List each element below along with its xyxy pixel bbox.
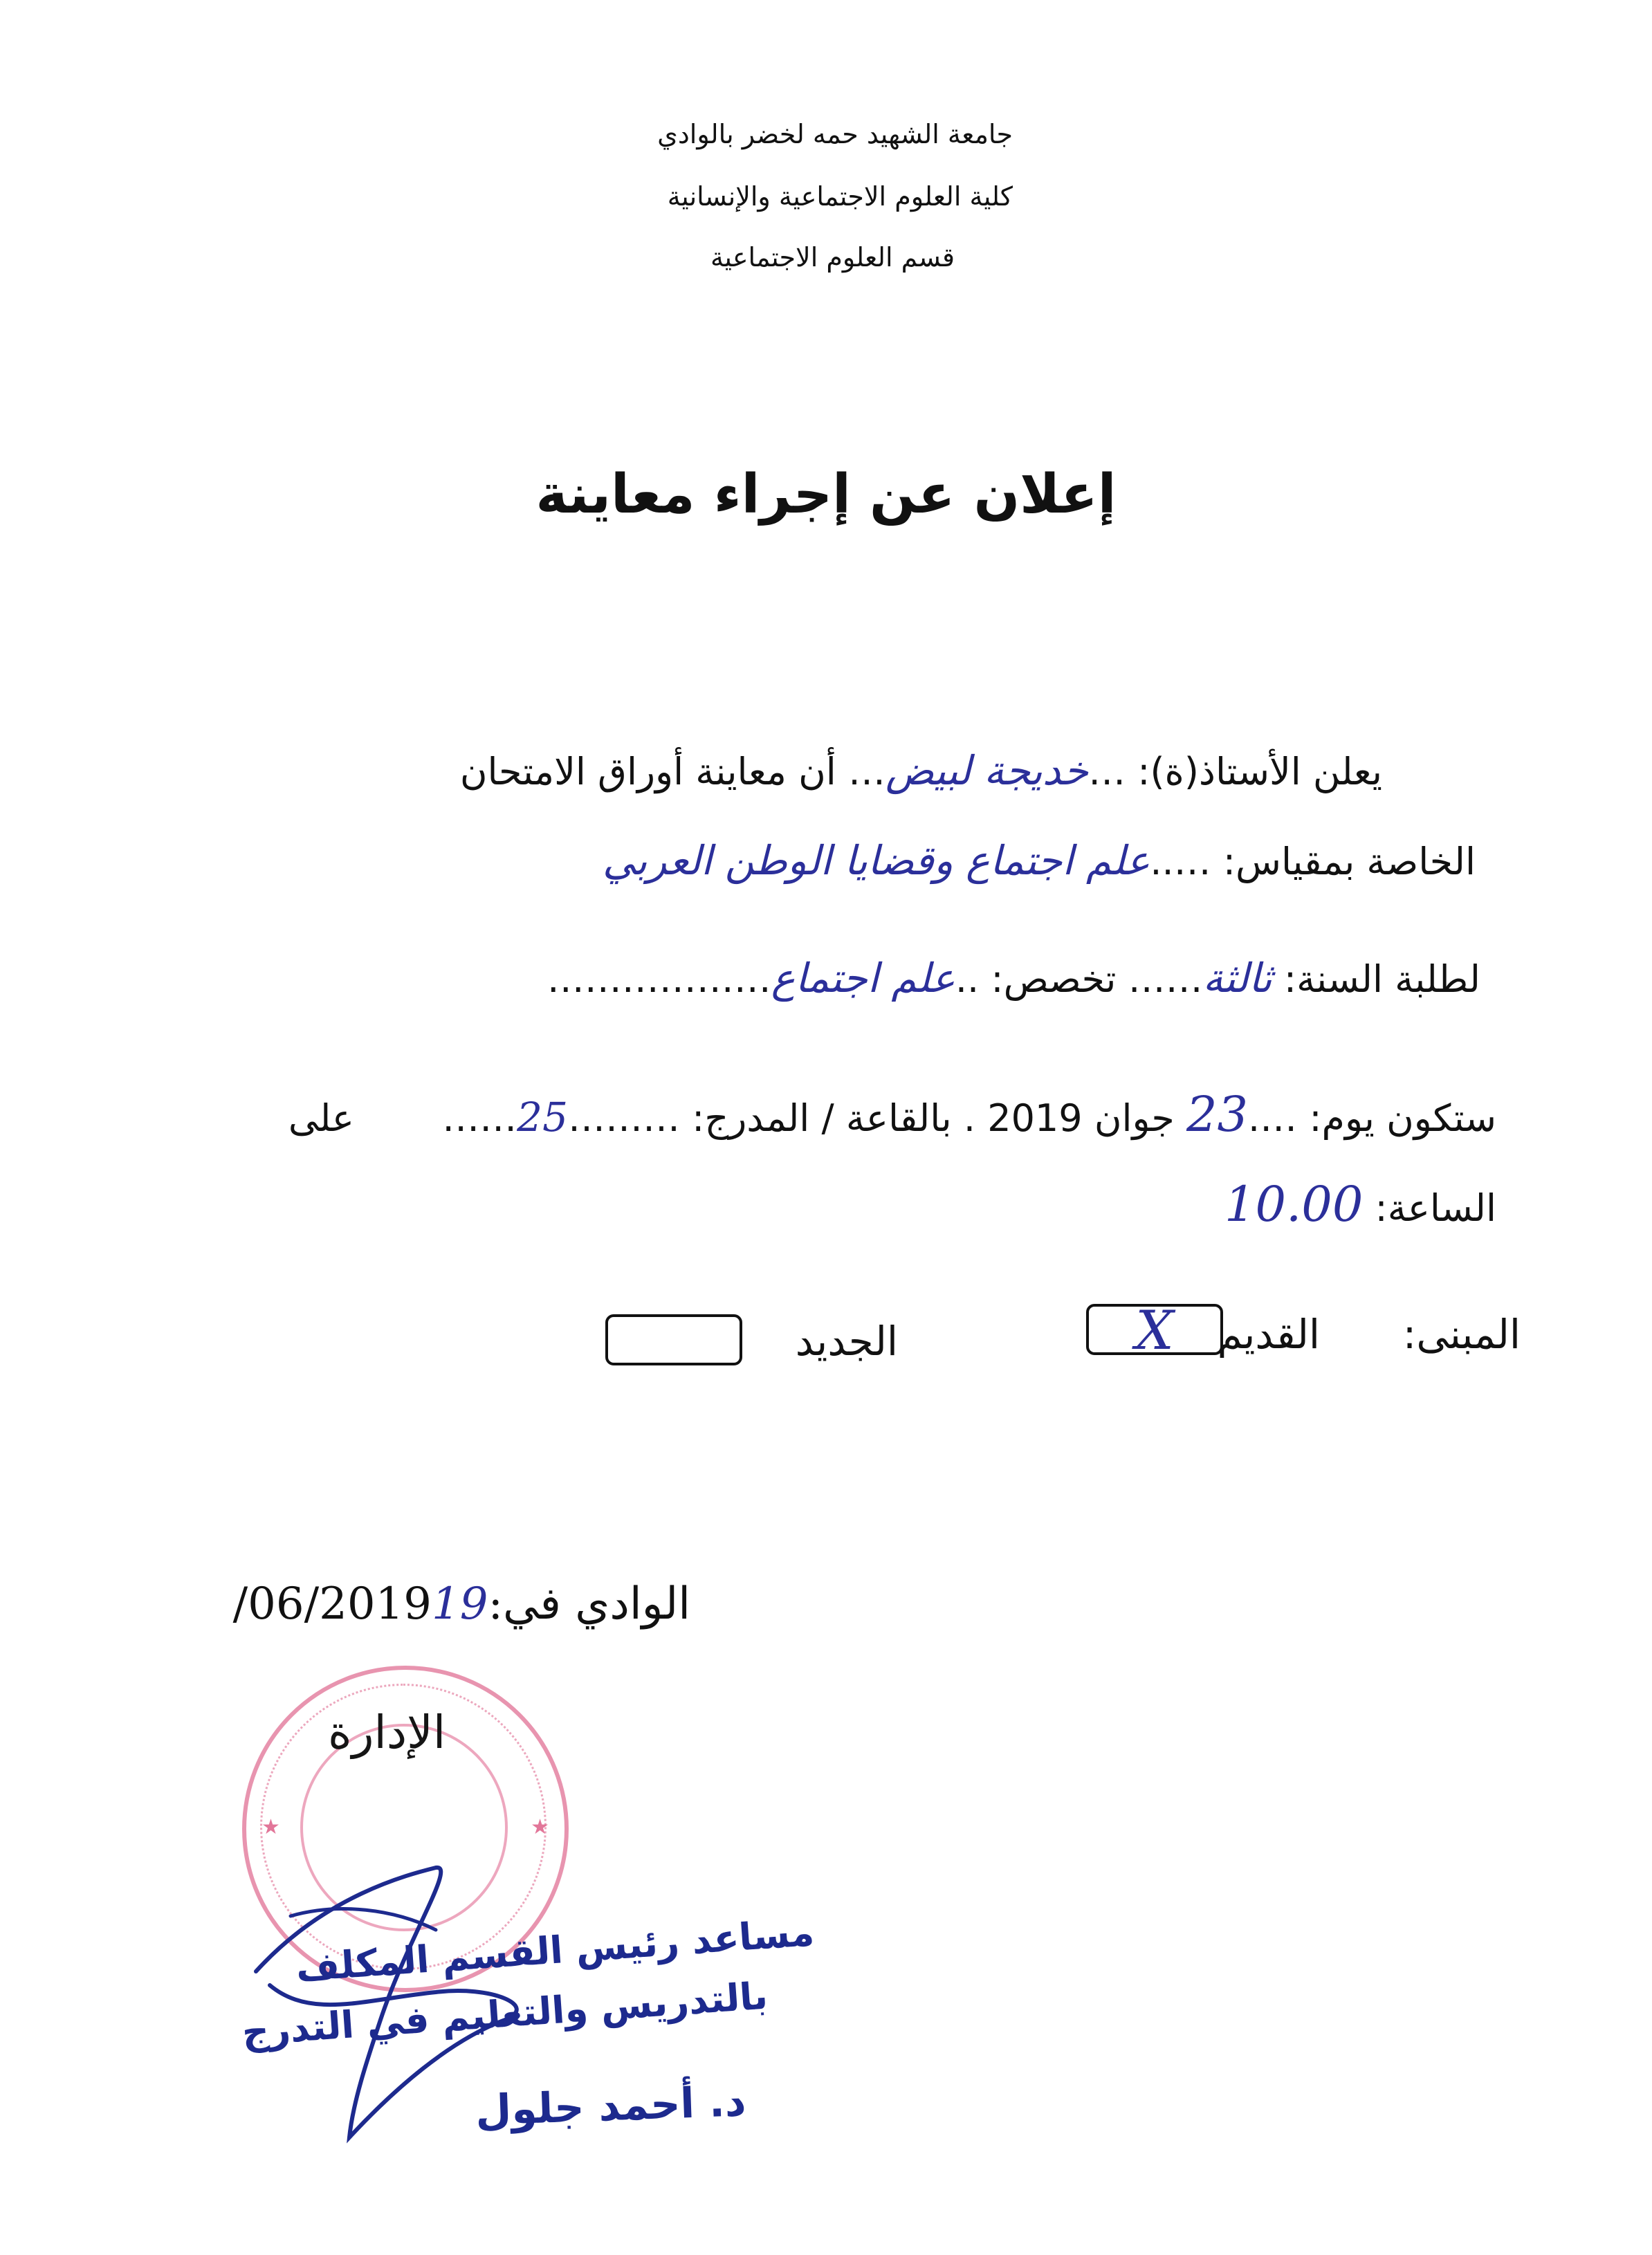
star-icon: ★ (261, 1815, 280, 1839)
department-name: قسم العلوم الاجتماعية (710, 242, 955, 273)
dots: ….. (1150, 840, 1211, 883)
faculty-name: كلية العلوم الاجتماعية والإنسانية (667, 181, 1013, 212)
on-label: على (288, 1096, 354, 1140)
dots: … (1088, 750, 1126, 793)
dots: …… (1128, 957, 1203, 1001)
building-old-checkbox[interactable] (1086, 1300, 1223, 1362)
page-title: إعلان عن إجراء معاينة (535, 463, 1117, 526)
dots: …. (1248, 1096, 1298, 1140)
check-mark-handwritten: X (1135, 1300, 1174, 1362)
dots: .. (955, 957, 980, 1001)
signature-title-line2: بالتدريس والتعليم في التدرج (240, 1973, 769, 2054)
building-label: المبنى: (1402, 1311, 1521, 1358)
module-label: الخاصة بمقياس: (1222, 840, 1476, 883)
stamp-label: الإدارة (328, 1706, 446, 1759)
dots: … (847, 750, 885, 793)
building-old-label: القديم (1217, 1311, 1320, 1358)
date-rest: /06/2019 (232, 1578, 432, 1630)
day-label: ستكون يوم: (1309, 1096, 1496, 1140)
room-label: . بالقاعة / المدرج: (692, 1096, 976, 1140)
professor-name-handwritten: خديجة لبيض (885, 747, 1089, 794)
date-line (233, 1578, 690, 1630)
students-line (547, 955, 1480, 1002)
building-new-label: الجديد (795, 1318, 898, 1365)
announce-line (460, 747, 1382, 794)
university-name: جامعة الشهيد حمه لخضر بالوادي (657, 119, 1013, 149)
dots: ……… (567, 1096, 680, 1140)
dots: …… (442, 1096, 517, 1140)
announce-rest: أن معاينة أوراق الامتحان (459, 750, 836, 793)
room-value-handwritten: 25 (517, 1094, 568, 1141)
hour-label: الساعة: (1375, 1186, 1496, 1230)
signature-name: د. أحمد جلول (474, 2077, 747, 2135)
date-day-handwritten: 19 (432, 1578, 488, 1630)
day-value-handwritten: 23 (1186, 1086, 1249, 1143)
date-prefix: الوادي في: (488, 1578, 690, 1630)
schedule-line (288, 1086, 1496, 1143)
building-new-checkbox[interactable] (605, 1314, 742, 1365)
professor-label: يعلن الأستاذ(ة): (1137, 750, 1382, 793)
signature-title-line1: مساعد رئيس القسم المكلف (295, 1910, 816, 1991)
year-label: لطلبة السنة: (1283, 957, 1480, 1001)
hour-line (1224, 1176, 1496, 1233)
star-icon: ★ (531, 1815, 549, 1839)
module-name-handwritten: علم اجتماع وقضايا الوطن العربي (603, 837, 1150, 884)
specialty-value-handwritten: علم اجتماع (771, 955, 955, 1002)
dots: ……………… (547, 957, 771, 1001)
hour-value-handwritten: 10.00 (1224, 1176, 1364, 1233)
year-value-handwritten: ثالثة (1202, 955, 1272, 1002)
specialty-label: تخصص: (991, 957, 1117, 1001)
month-year: جوان 2019 (987, 1096, 1175, 1140)
module-line (603, 837, 1476, 884)
